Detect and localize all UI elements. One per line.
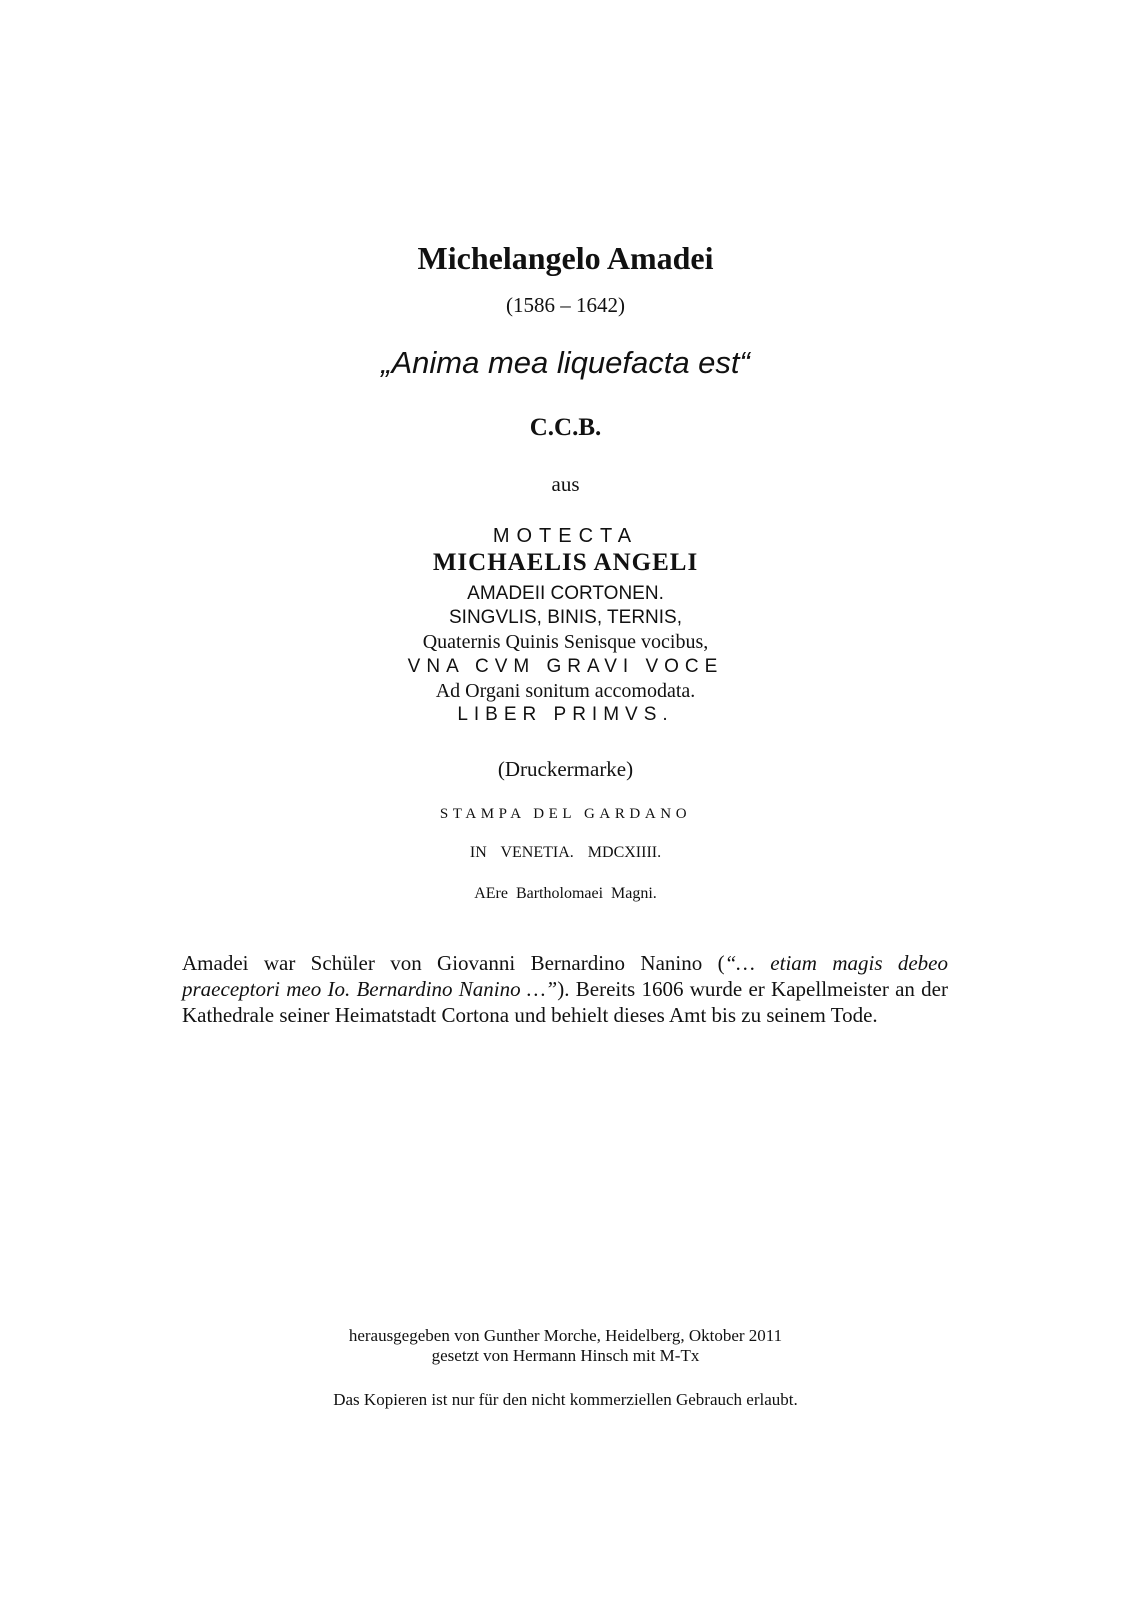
paragraph-text: ). Bereits 1606 wurde er Kapellmeister an der Kathedrale seiner Heimatstadt Cortona und behielt dieses Amt bis zu seinem Tode. [182, 977, 948, 1027]
composer-name: Michelangelo Amadei [417, 240, 714, 276]
editor-credit: herausgegeben von Gunther Morche, Heidelberg, Oktober 2011 [348, 1326, 783, 1345]
title-page-line: AMADEII CORTONEN. [467, 583, 664, 604]
title-page-line: MOTECTA [492, 525, 639, 547]
copyright-notice: Das Kopieren ist nur für den nicht kommerziellen Gebrauch erlaubt. [333, 1390, 798, 1409]
source-prefix: aus [551, 472, 580, 496]
imprint-publisher: AEre Bartholomaei Magni. [474, 885, 657, 902]
biography-paragraph [182, 950, 948, 1028]
title-page-line: Ad Organi sonitum accomodata. [435, 680, 696, 702]
paragraph-text: Amadei war Schüler von Giovanni Bernardino Nanino ( [182, 951, 725, 975]
title-page-line: LIBER PRIMVS. [457, 704, 674, 725]
latin-quote: “… etiam magis debeo praeceptori meo Io. Bernardino Nanino …” [182, 951, 949, 1001]
title-page-line: Quaternis Quinis Senisque vocibus, [422, 631, 709, 653]
title-page-line: SINGVLIS, BINIS, TERNIS, [449, 607, 682, 628]
typesetter-credit: gesetzt von Hermann Hinsch mit M-Tx [431, 1346, 700, 1365]
imprint-printer: STAMPA DEL GARDANO [439, 806, 692, 822]
composer-dates: (1586 – 1642) [506, 293, 625, 317]
voicing: C.C.B. [529, 414, 602, 441]
imprint-place-date: IN VENETIA. MDCXIIII. [469, 844, 662, 861]
work-title: „Anima mea liquefacta est“ [381, 345, 750, 380]
printer-mark-placeholder: (Druckermarke) [497, 757, 634, 781]
title-page-line: MICHAELIS ANGELI [432, 549, 699, 576]
title-page-line: VNA CVM GRAVI VOCE [407, 656, 724, 677]
